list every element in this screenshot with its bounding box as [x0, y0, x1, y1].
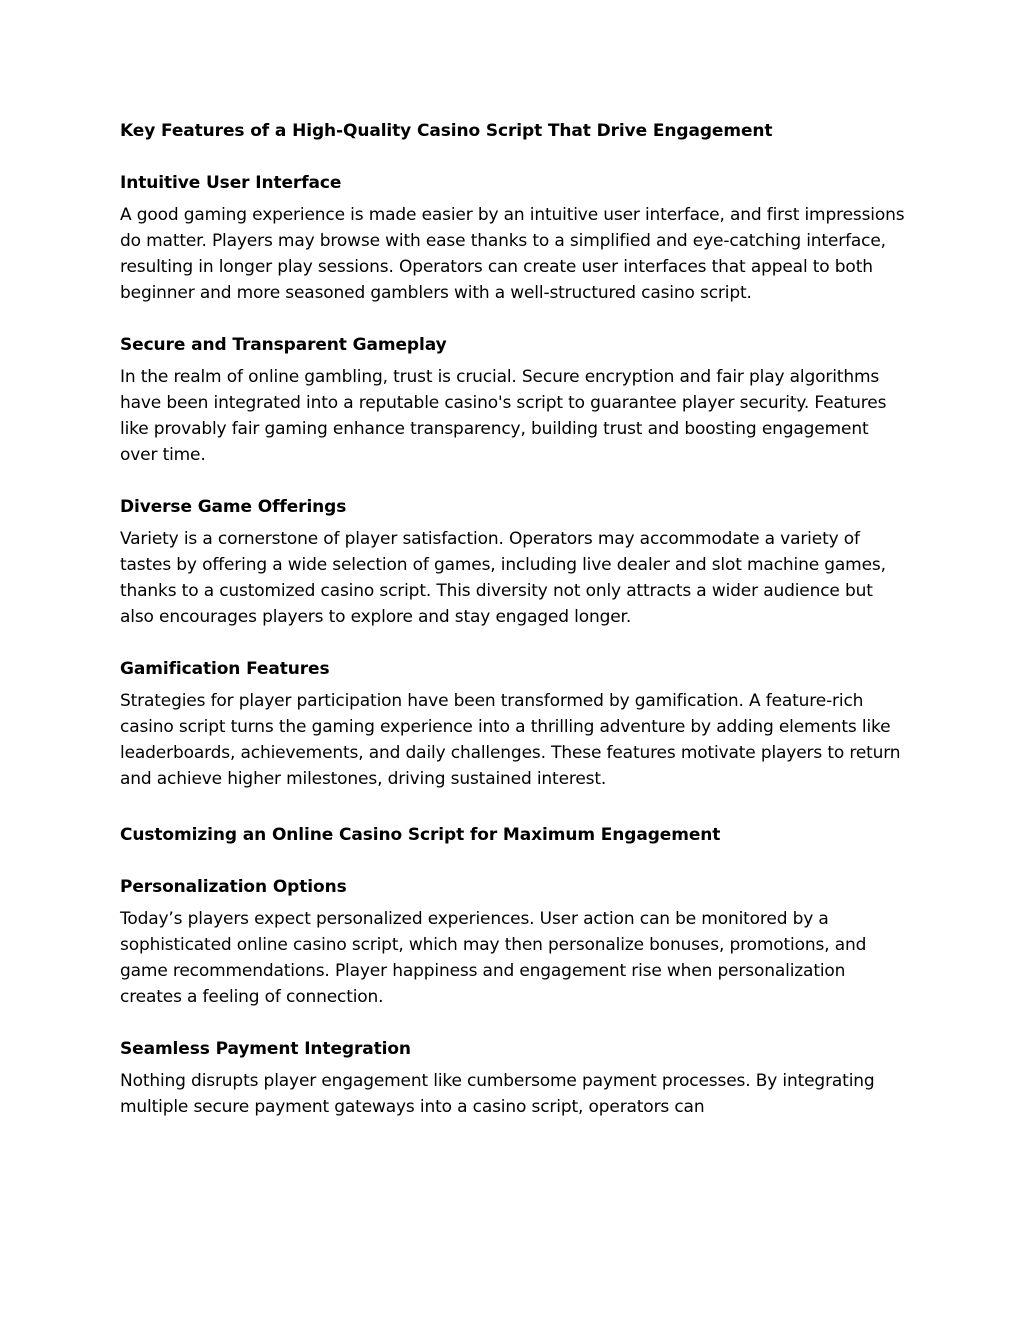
subsection-title-intuitive-ui: Intuitive User Interface — [120, 173, 342, 193]
section-title-key-features: Key Features of a High-Quality Casino Script That Drive Engagement — [120, 121, 773, 141]
paragraph-intuitive-ui: A good gaming experience is made easier by an intuitive user interface, and first impressions do matter. Players may browse with ease thanks to a simplified and eye-catching interface, resulting in longer play sessions. Operators can create user interfaces that appeal to both beginner and more seasoned gamblers with a well-structured casino script. — [120, 205, 905, 303]
subsection-title-personalization: Personalization Options — [120, 877, 347, 897]
subsection-title-diverse-games: Diverse Game Offerings — [120, 497, 347, 517]
paragraph-gamification: Strategies for player participation have been transformed by gamification. A feature-rich casino script turns the gaming experience into a thrilling adventure by adding elements like leaderboards, achievements, and daily challenges. These features motivate players to return and achieve higher milestones, driving sustained interest. — [120, 691, 901, 789]
subsection-title-gamification: Gamification Features — [120, 659, 330, 679]
subsection-title-secure-gameplay: Secure and Transparent Gameplay — [120, 335, 447, 355]
paragraph-personalization: Today’s players expect personalized experiences. User action can be monitored by a sophisticated online casino script, which may then personalize bonuses, promotions, and game recommendations. Player happiness and engagement rise when personalization creates a feeling of connection. — [120, 909, 867, 1007]
section-title-customizing: Customizing an Online Casino Script for Maximum Engagement — [120, 825, 721, 845]
document-page — [120, 118, 910, 1120]
paragraph-diverse-games: Variety is a cornerstone of player satisfaction. Operators may accommodate a variety of tastes by offering a wide selection of games, including live dealer and slot machine games, thanks to a customized casino script. This diversity not only attracts a wider audience but also encourages players to explore and stay engaged longer. — [120, 529, 886, 627]
subsection-title-payment: Seamless Payment Integration — [120, 1039, 411, 1059]
paragraph-secure-gameplay: In the realm of online gambling, trust is crucial. Secure encryption and fair play algorithms have been integrated into a reputable casino's script to guarantee player security. Features like provably fair gaming enhance transparency, building trust and boosting engagement over time. — [120, 367, 887, 465]
paragraph-payment: Nothing disrupts player engagement like cumbersome payment processes. By integrating multiple secure payment gateways into a casino script, operators can — [120, 1071, 875, 1117]
